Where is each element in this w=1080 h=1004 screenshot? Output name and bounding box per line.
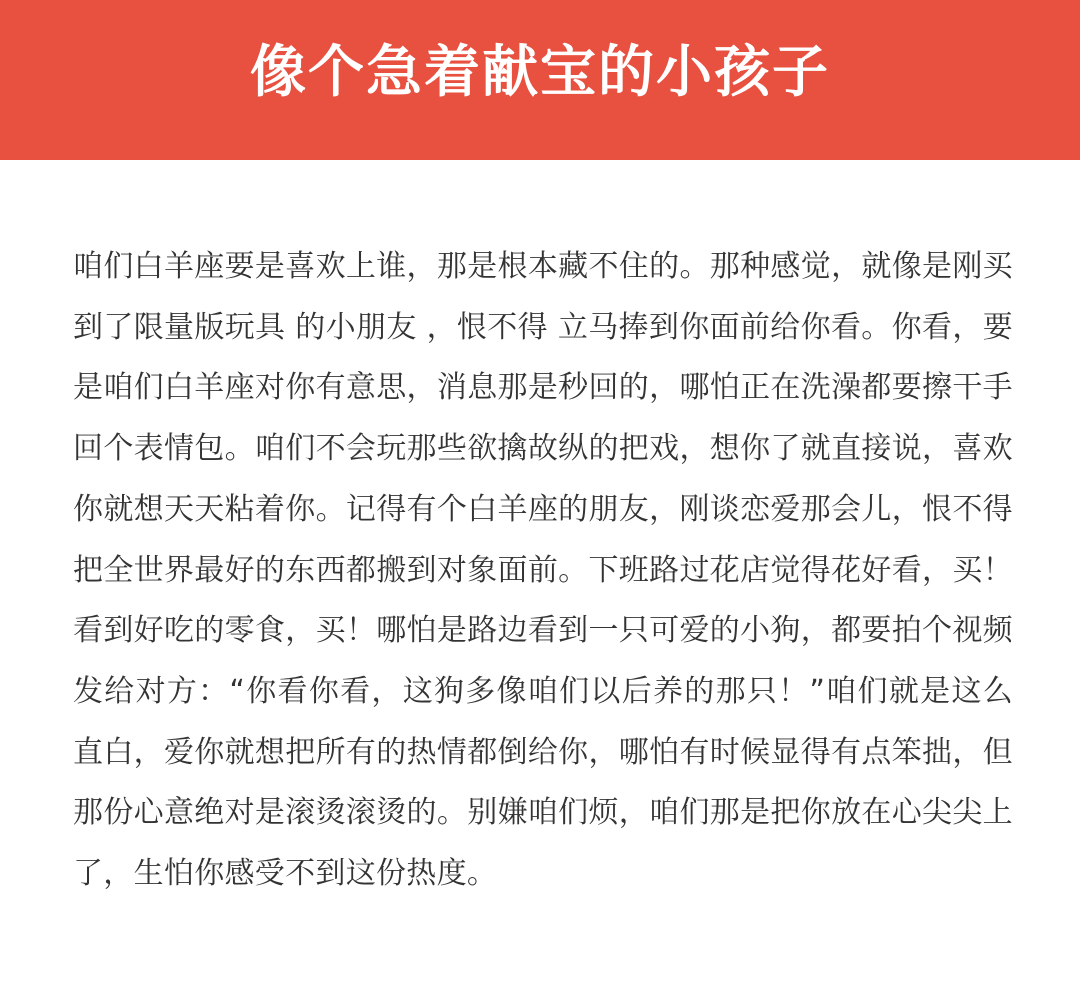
page-title: 像个急着献宝的小孩子 — [250, 40, 830, 105]
title-banner — [0, 0, 1080, 160]
article-paragraph: 咱们白羊座要是喜欢上谁，那是根本藏不住的。那种感觉，就像是刚买到了限量版玩具 的小朋友 ，恨不得 立马捧到你面前给你看。你看，要是咱们白羊座对你有意思，消息那是秒回的，哪怕正在洗澡都要擦干手回个表情包。咱们不会玩那些欲擒故纵的把戏，想你了就直接说，喜欢你就想天天粘着你。记得有个白羊座的朋友，刚谈恋爱那会儿，恨不得把全世界最好的东西都搬到对象面前。下班路过花店觉得花好看，买！看到好吃的零食，买！哪怕是路边看到一只可爱的小狗，都要拍个视频发给对方：“你看你看，这狗多像咱们以后养的那只！”咱们就是这么直白，爱你就想把所有的热情都倒给你，哪怕有时候显得有点笨拙，但那份心意绝对是滚烫滚烫的。别嫌咱们烦，咱们那是把你放在心尖尖上了，生怕你感受不到这份热度。 — [73, 249, 1013, 892]
